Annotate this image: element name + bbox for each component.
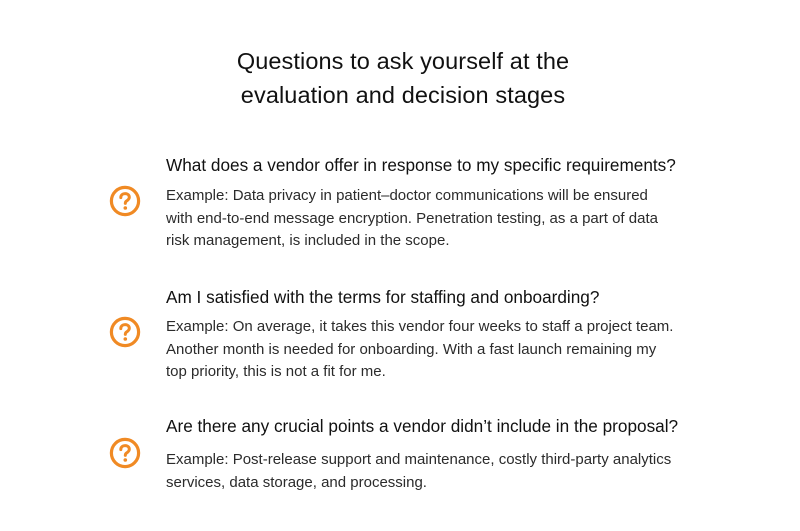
question-example — [166, 449, 726, 494]
example-line: top priority, this is not a fit for me. — [166, 363, 386, 380]
question-circle-icon — [109, 316, 141, 348]
question-heading: Are there any crucial points a vendor didn’t include in the proposal? — [166, 416, 679, 436]
example-line: with end-to-end message encryption. Penetration testing, as a part of data — [166, 209, 658, 227]
question-circle-icon — [109, 185, 141, 217]
page-title-line-2: evaluation and decision stages — [240, 82, 566, 108]
example-line: services, data storage, and processing. — [166, 473, 427, 491]
page-title-line-1: Questions to ask yourself at the — [236, 48, 570, 74]
example-line: Example: On average, it takes this vendor four weeks to staff a project team. — [166, 318, 674, 335]
page-title — [0, 44, 800, 112]
question-circle-icon — [109, 437, 141, 469]
question-heading: What does a vendor offer in response to my specific requirements? — [166, 155, 676, 175]
question-heading: Am I satisfied with the terms for staffing and onboarding? — [166, 287, 600, 307]
question-example — [166, 316, 726, 384]
question-example — [166, 185, 726, 253]
example-line: Example: Data privacy in patient–doctor communications will be ensured — [166, 187, 648, 204]
example-line: Example: Post-release support and maintenance, costly third-party analytics — [166, 451, 672, 468]
example-line: Another month is needed for onboarding. With a fast launch remaining my — [166, 340, 657, 358]
example-line: risk management, is included in the scope. — [166, 232, 450, 249]
